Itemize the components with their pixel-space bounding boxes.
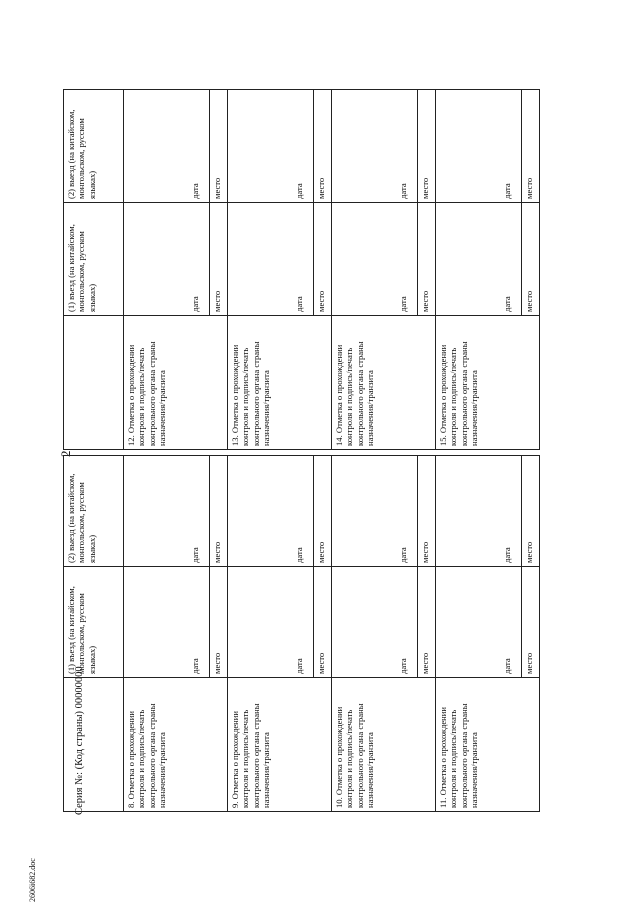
table-row	[436, 90, 540, 450]
exit-mark-cell[interactable]	[228, 456, 332, 567]
place-label: место	[417, 567, 435, 677]
document-file-code: 2606i682.doc	[28, 858, 37, 902]
place-label: место	[209, 456, 227, 566]
date-label: дата	[293, 658, 304, 674]
date-label: дата	[397, 183, 408, 199]
page-number: 2	[58, 450, 73, 457]
date-label: дата	[189, 547, 200, 563]
row-label: 14. Отметка о прохождении контроля и подпись/печать контрольного органа страны назначения/транзита	[332, 316, 436, 450]
place-label: место	[209, 90, 227, 202]
date-label: дата	[189, 183, 200, 199]
date-label: дата	[189, 658, 200, 674]
date-label: дата	[501, 658, 512, 674]
date-label: дата	[189, 296, 200, 312]
row-label: 11. Отметка о прохождении контроля и подпись/печать контрольного органа страны назначения/транзита	[436, 678, 540, 812]
entry-mark-cell[interactable]	[436, 203, 540, 316]
date-label: дата	[397, 296, 408, 312]
place-label: место	[417, 90, 435, 202]
place-label: место	[417, 203, 435, 315]
header-empty-cell	[64, 316, 124, 450]
exit-mark-cell[interactable]	[332, 90, 436, 203]
entry-mark-cell[interactable]	[436, 567, 540, 678]
row-label: 13. Отметка о прохождении контроля и подпись/печать контрольного органа страны назначения/транзита	[228, 316, 332, 450]
date-label: дата	[501, 183, 512, 199]
date-label: дата	[501, 296, 512, 312]
table-row	[228, 456, 332, 812]
entry-mark-cell[interactable]	[332, 567, 436, 678]
table-row	[124, 90, 228, 450]
header-exit: (2) выезд (на китайском, монгольском, русском языках)	[64, 456, 124, 567]
exit-mark-cell[interactable]	[436, 456, 540, 567]
place-label: место	[313, 203, 331, 315]
header-entry: (1) въезд (на китайском, монгольском, русском языках)	[64, 567, 124, 678]
header-exit: (2) выезд (на китайском, монгольском, русском языках)	[64, 90, 124, 203]
series-number-line: Серия №: (Код страны) 00000000	[74, 666, 85, 815]
place-label: место	[521, 456, 539, 566]
table-row	[332, 90, 436, 450]
exit-mark-cell[interactable]	[124, 90, 228, 203]
row-label: 9. Отметка о прохождении контроля и подпись/печать контрольного органа страны назначения/транзита	[228, 678, 332, 812]
place-label: место	[313, 456, 331, 566]
place-label: место	[521, 567, 539, 677]
place-label: место	[521, 90, 539, 202]
place-label: место	[313, 90, 331, 202]
table-row	[436, 456, 540, 812]
control-marks-table-left	[63, 455, 540, 812]
table-header-row	[64, 90, 124, 450]
date-label: дата	[397, 658, 408, 674]
exit-mark-cell[interactable]	[436, 90, 540, 203]
row-label: 8. Отметка о прохождении контроля и подпись/печать контрольного органа страны назначения/транзита	[124, 678, 228, 812]
row-label: 15. Отметка о прохождении контроля и подпись/печать контрольного органа страны назначения/транзита	[436, 316, 540, 450]
entry-mark-cell[interactable]	[124, 203, 228, 316]
place-label: место	[209, 203, 227, 315]
date-label: дата	[397, 547, 408, 563]
entry-mark-cell[interactable]	[332, 203, 436, 316]
table-row	[228, 90, 332, 450]
place-label: место	[209, 567, 227, 677]
date-label: дата	[501, 547, 512, 563]
row-label: 12. Отметка о прохождении контроля и подпись/печать контрольного органа страны назначения/транзита	[124, 316, 228, 450]
exit-mark-cell[interactable]	[332, 456, 436, 567]
row-label: 10. Отметка о прохождении контроля и подпись/печать контрольного органа страны назначения/транзита	[332, 678, 436, 812]
table-header-row	[64, 456, 124, 812]
table-row	[332, 456, 436, 812]
place-label: место	[521, 203, 539, 315]
entry-mark-cell[interactable]	[228, 203, 332, 316]
exit-mark-cell[interactable]	[124, 456, 228, 567]
entry-mark-cell[interactable]	[228, 567, 332, 678]
place-label: место	[417, 456, 435, 566]
header-empty-cell	[64, 678, 124, 812]
table-row	[124, 456, 228, 812]
exit-mark-cell[interactable]	[228, 90, 332, 203]
control-marks-table-right	[63, 89, 540, 450]
date-label: дата	[293, 547, 304, 563]
entry-mark-cell[interactable]	[124, 567, 228, 678]
place-label: место	[313, 567, 331, 677]
date-label: дата	[293, 296, 304, 312]
date-label: дата	[293, 183, 304, 199]
header-entry: (1) въезд (на китайском, монгольском, русском языках)	[64, 203, 124, 316]
